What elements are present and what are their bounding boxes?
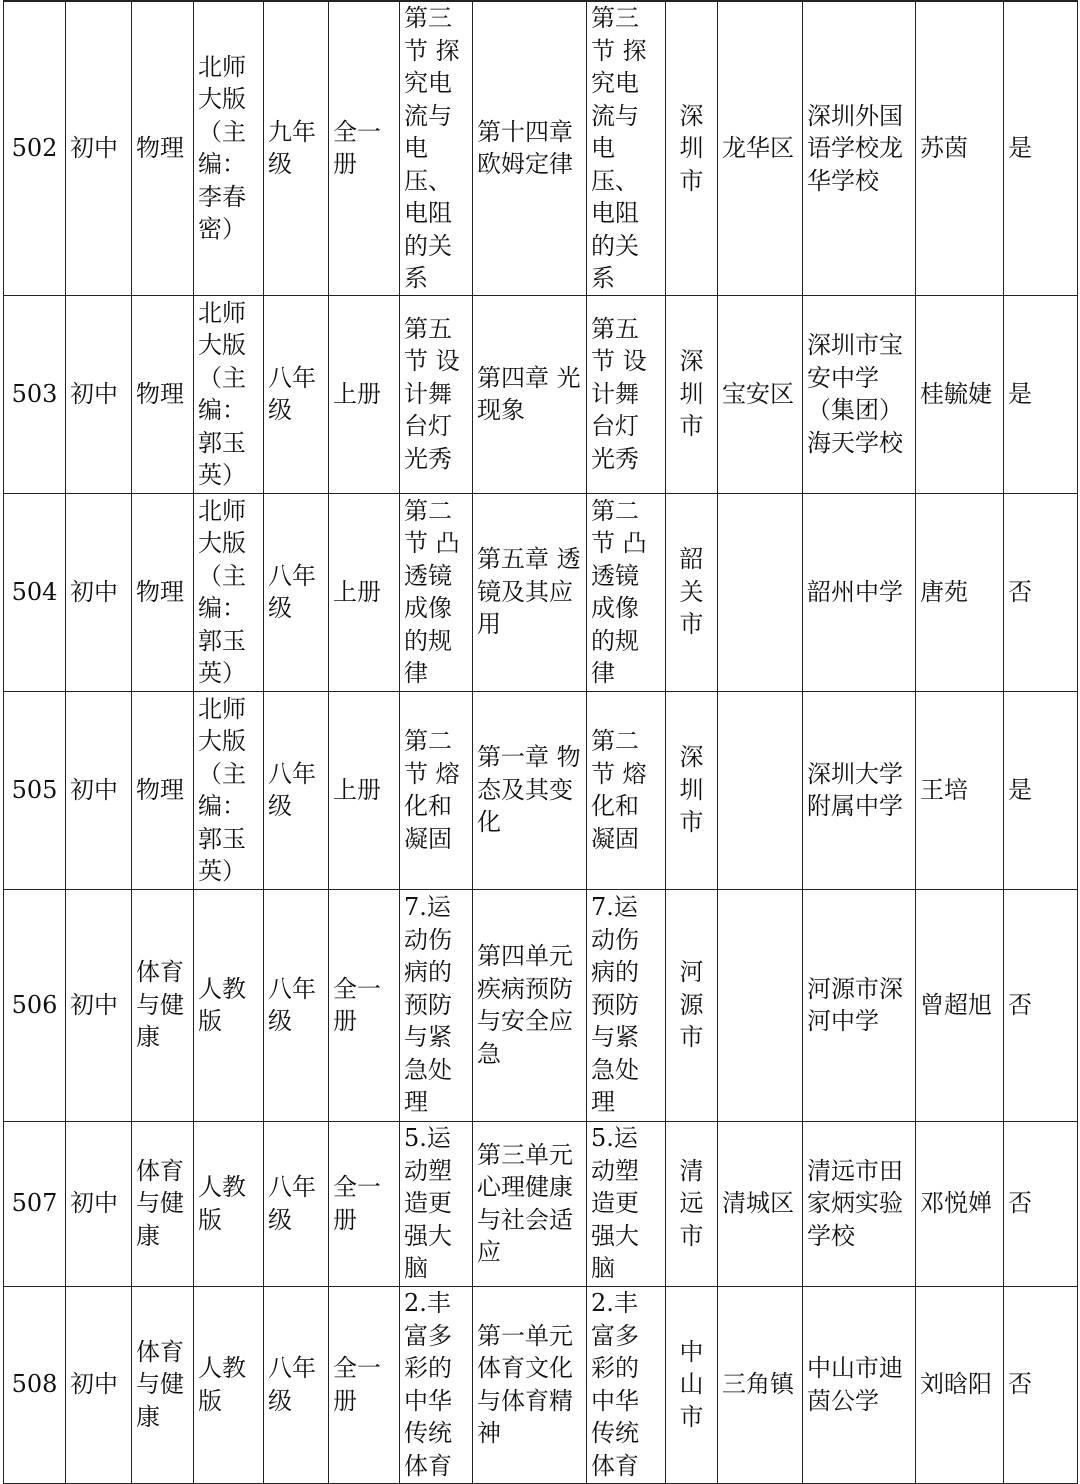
city: 中山市 (666, 1286, 718, 1483)
subject: 体育与健康 (132, 1121, 194, 1286)
flag: 否 (1004, 1286, 1078, 1483)
school-level: 初中 (66, 295, 132, 493)
school-name: 中山市迪茵公学 (803, 1286, 916, 1483)
school-name: 韶州中学 (803, 493, 916, 691)
city: 深圳市 (666, 691, 718, 889)
table-row (4, 1121, 1078, 1286)
school-level: 初中 (66, 1, 132, 295)
grade: 八年级 (264, 295, 329, 493)
district: 龙华区 (718, 1, 803, 295)
subject: 体育与健康 (132, 1286, 194, 1483)
chapter: 第四单元 疾病预防与安全应急 (473, 889, 587, 1121)
lesson-title: 7.运动伤病的预防与紧急处理 (400, 889, 473, 1121)
subject: 物理 (132, 691, 194, 889)
subject: 物理 (132, 1, 194, 295)
textbook-edition: 人教版 (194, 1286, 264, 1483)
flag: 是 (1004, 1, 1078, 295)
section-title: 5.运动塑造更强大脑 (587, 1121, 666, 1286)
table-row (4, 1286, 1078, 1483)
subject: 物理 (132, 493, 194, 691)
chapter: 第一章 物态及其变化 (473, 691, 587, 889)
grade: 八年级 (264, 1286, 329, 1483)
district: 三角镇 (718, 1286, 803, 1483)
flag: 否 (1004, 493, 1078, 691)
section-title: 7.运动伤病的预防与紧急处理 (587, 889, 666, 1121)
chapter: 第一单元 体育文化与体育精神 (473, 1286, 587, 1483)
volume: 上册 (329, 295, 400, 493)
school-level: 初中 (66, 889, 132, 1121)
teacher-name: 邓悦婵 (916, 1121, 1004, 1286)
teacher-name: 刘晗阳 (916, 1286, 1004, 1483)
school-level: 初中 (66, 691, 132, 889)
school-level: 初中 (66, 1121, 132, 1286)
lesson-title: 第二节 熔化和凝固 (400, 691, 473, 889)
row-number: 502 (4, 1, 66, 295)
grade: 八年级 (264, 493, 329, 691)
school-name: 深圳外国语学校龙华学校 (803, 1, 916, 295)
school-name: 深圳大学附属中学 (803, 691, 916, 889)
section-title: 第二节 凸透镜成像的规律 (587, 493, 666, 691)
lesson-title: 5.运动塑造更强大脑 (400, 1121, 473, 1286)
lesson-title: 2.丰富多彩的中华传统体育 (400, 1286, 473, 1483)
table-row (4, 1, 1078, 295)
flag: 是 (1004, 691, 1078, 889)
lesson-title: 第三节 探究电流与电压、电阻的关系 (400, 1, 473, 295)
district: 宝安区 (718, 295, 803, 493)
row-number: 507 (4, 1121, 66, 1286)
row-number: 504 (4, 493, 66, 691)
section-title: 第二节 熔化和凝固 (587, 691, 666, 889)
volume: 全一册 (329, 1, 400, 295)
district (718, 493, 803, 691)
chapter: 第三单元 心理健康与社会适应 (473, 1121, 587, 1286)
district (718, 889, 803, 1121)
table-row (4, 691, 1078, 889)
chapter: 第五章 透镜及其应用 (473, 493, 587, 691)
grade: 八年级 (264, 1121, 329, 1286)
textbook-edition: 北师大版（主编：郭玉英） (194, 493, 264, 691)
table-row (4, 889, 1078, 1121)
district: 清城区 (718, 1121, 803, 1286)
grade: 八年级 (264, 889, 329, 1121)
teacher-name: 曾超旭 (916, 889, 1004, 1121)
lesson-title: 第二节 凸透镜成像的规律 (400, 493, 473, 691)
row-number: 505 (4, 691, 66, 889)
volume: 全一册 (329, 1286, 400, 1483)
volume: 全一册 (329, 889, 400, 1121)
flag: 否 (1004, 1121, 1078, 1286)
city: 深圳市 (666, 1, 718, 295)
teacher-name: 唐苑 (916, 493, 1004, 691)
teacher-name: 苏茵 (916, 1, 1004, 295)
city: 韶关市 (666, 493, 718, 691)
row-number: 508 (4, 1286, 66, 1483)
textbook-edition: 北师大版（主编：郭玉英） (194, 295, 264, 493)
chapter: 第十四章 欧姆定律 (473, 1, 587, 295)
city: 深圳市 (666, 295, 718, 493)
course-table (3, 0, 1078, 1484)
textbook-edition: 北师大版（主编：李春密） (194, 1, 264, 295)
school-name: 深圳市宝安中学（集团）海天学校 (803, 295, 916, 493)
subject: 物理 (132, 295, 194, 493)
textbook-edition: 人教版 (194, 1121, 264, 1286)
flag: 是 (1004, 295, 1078, 493)
textbook-edition: 人教版 (194, 889, 264, 1121)
table-row (4, 295, 1078, 493)
school-name: 河源市深河中学 (803, 889, 916, 1121)
section-title: 第三节 探究电流与电压、电阻的关系 (587, 1, 666, 295)
volume: 全一册 (329, 1121, 400, 1286)
grade: 八年级 (264, 691, 329, 889)
volume: 上册 (329, 691, 400, 889)
row-number: 503 (4, 295, 66, 493)
grade: 九年级 (264, 1, 329, 295)
teacher-name: 桂毓婕 (916, 295, 1004, 493)
table-row (4, 493, 1078, 691)
subject: 体育与健康 (132, 889, 194, 1121)
district (718, 691, 803, 889)
section-title: 2.丰富多彩的中华传统体育 (587, 1286, 666, 1483)
school-name: 清远市田家炳实验学校 (803, 1121, 916, 1286)
school-level: 初中 (66, 1286, 132, 1483)
row-number: 506 (4, 889, 66, 1121)
flag: 否 (1004, 889, 1078, 1121)
chapter: 第四章 光现象 (473, 295, 587, 493)
lesson-title: 第五节 设计舞台灯光秀 (400, 295, 473, 493)
textbook-edition: 北师大版（主编：郭玉英） (194, 691, 264, 889)
city: 清远市 (666, 1121, 718, 1286)
school-level: 初中 (66, 493, 132, 691)
section-title: 第五节 设计舞台灯光秀 (587, 295, 666, 493)
city: 河源市 (666, 889, 718, 1121)
teacher-name: 王培 (916, 691, 1004, 889)
volume: 上册 (329, 493, 400, 691)
